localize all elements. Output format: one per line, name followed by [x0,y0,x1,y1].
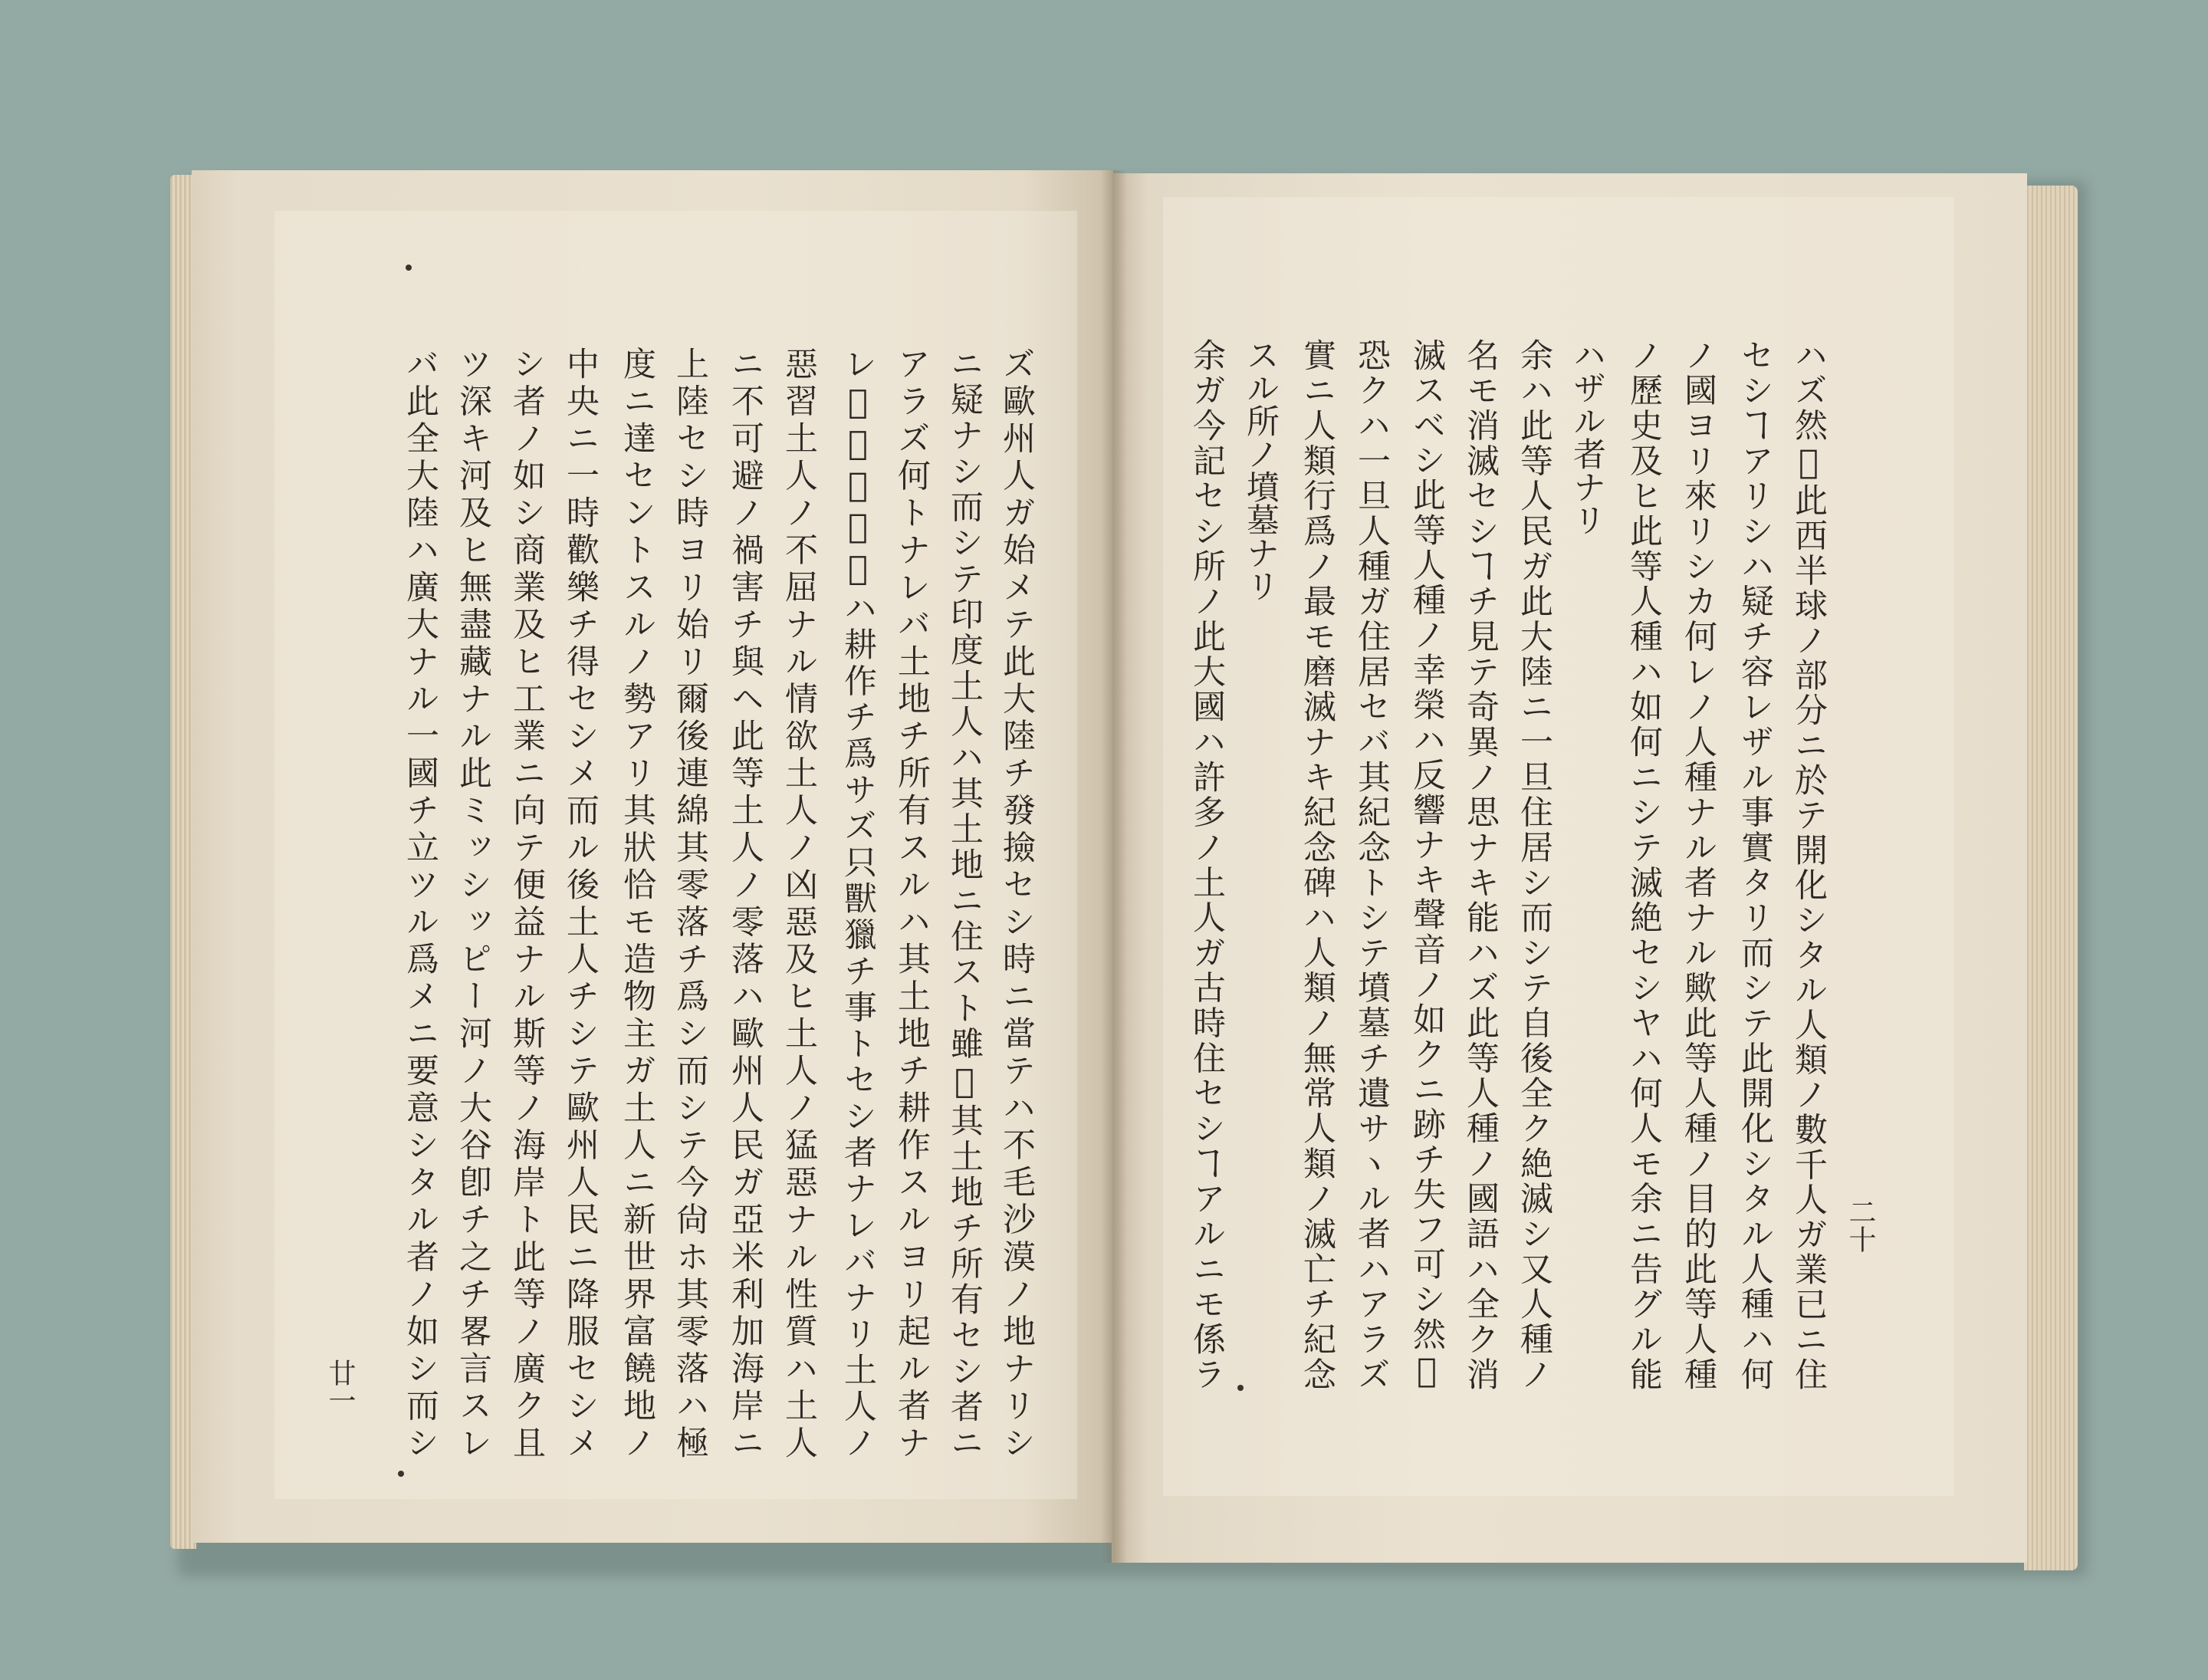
left-page-column-5: 惡習土人ノ不屈ナル情欲土人ノ凶惡及ヒ土人ノ猛惡ナル性質ハ土人 [780,347,818,1458]
right-page-column-7: 名モ消滅セシヿチ見テ奇異ノ思ナキ能ハズ此等人種ノ國語ハ全ク消 [1461,338,1500,1390]
right-page-column-2: セシヿアリシハ疑チ容レザル事實タリ而シテ此開化シタル人種ハ何 [1736,338,1774,1390]
right-page-column-8: 滅スベシ此等人種ノ幸榮ハ反響ナキ聲音ノ如クニ跡チ失フ可シ然𪜈 [1408,338,1446,1390]
right-page-column-11: スル所ノ墳墓ナリ [1241,338,1280,602]
right-page-column-4: ノ歷史及ヒ此等人種ハ如何ニシテ滅絶セシヤハ何人モ余ニ告グル能 [1625,338,1663,1391]
left-page-column-6: ニ不可避ノ禍害チ與ヘ此等土人ノ零落ハ歐州人民ガ亞米利加海岸ニ [726,347,764,1458]
left-page-column-12: バ此全大陸ハ廣大ナル一國チ立ツル爲メニ要意シタル者ノ如シ而シ [401,347,439,1458]
right-page-column-12: 余ガ今記セシ所ノ此大國ハ許多ノ土人ガ古時住セシヿアルニモ係ラ [1188,338,1226,1390]
right-page-show-through [1163,197,1954,1496]
left-page-column-11: ツ深キ河及ヒ無盡藏ナル此ミッシッピー河ノ大谷卽チ之チ畧言スレ [454,347,492,1458]
right-page-column-1: ハズ然𪜈此西半球ノ部分ニ於テ開化シタル人類ノ數千人ガ業已ニ住 [1789,338,1828,1390]
left-page-column-8: 度ニ達セントスルノ勢アリ其狀恰モ造物主ガ土人ニ新世界富饒地ノ [618,347,656,1458]
right-page-column-5: ハザル者ナリ [1568,338,1606,536]
right-page-number: 二十 [1845,1198,1876,1253]
left-page-column-9: 中央ニ一時歡樂チ得セシメ而ル後土人チシテ歐州人民ニ降服セシメ [561,347,600,1458]
right-page-column-3: ノ國ヨリ來リシカ何レノ人種ナル者ナル歟此等人種ノ目的此等人種 [1679,338,1717,1390]
left-page-column-4: レ𪜈北米土人ハ耕作チ爲サズ只獸獵チ事トセシ者ナレバナリ土人ノ [839,347,877,1458]
ink-spot [1237,1385,1244,1391]
left-page-column-1: ズ歐州人ガ始メテ此大陸チ發撿セシ時ニ當テハ不毛沙漠ノ地ナリシ [997,347,1036,1458]
left-page-column-7: 上陸セシ時ヨリ始リ爾後連綿其零落チ爲シ而シテ今尙ホ其零落ハ極 [671,347,709,1458]
right-page-column-10: 實ニ人類行爲ノ最モ磨滅ナキ紀念碑ハ人類ノ無常人類ノ滅亡チ紀念 [1298,338,1336,1390]
left-page-column-3: アラズ何トナレバ土地チ所有スルハ其土地チ耕作スルヨリ起ル者ナ [892,347,931,1458]
right-page-column-6: 余ハ此等人民ガ此大陸ニ一旦住居シ而シテ自後全ク絶滅シ又人種ノ [1515,338,1553,1390]
left-page-number: 廿一 [324,1359,356,1414]
left-page-column-10: シ者ノ如シ商業及ヒ工業ニ向テ便益ナル斯等ノ海岸ト此等ノ廣ク且 [508,347,546,1458]
ink-spot [406,265,412,271]
right-page-column-9: 恐クハ一旦人種ガ住居セバ其紀念トシテ墳墓チ遺サヽル者ハアラズ [1352,338,1391,1391]
left-page-column-2: ニ疑ナシ而シテ印度土人ハ其土地ニ住スト雖𪜈其土地チ所有セシ者ニ [945,347,984,1458]
ink-spot [398,1471,404,1477]
right-page-edges [2024,186,2078,1570]
book-gutter [1101,170,1127,1563]
